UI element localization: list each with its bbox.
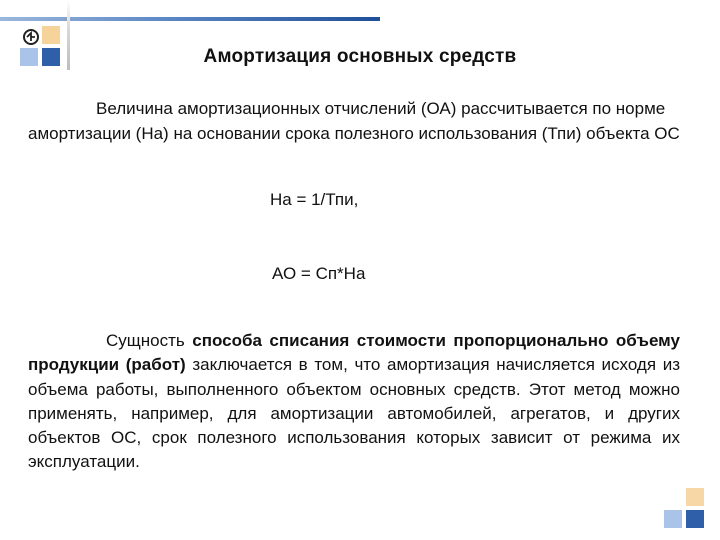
corner-squares-icon bbox=[664, 488, 712, 534]
logo-square bbox=[42, 26, 60, 44]
header-accent-line bbox=[0, 17, 380, 21]
slide-title: Амортизация основных средств bbox=[203, 46, 517, 67]
corner-square bbox=[686, 488, 704, 506]
intro-paragraph bbox=[28, 97, 698, 146]
method-lead: Сущность bbox=[106, 331, 193, 350]
intro-text: Величина амортизационных отчислений (ОА) рассчитывается по норме амортизации (На) на основании срока полезного использования (Тпи) объекта ОС bbox=[28, 99, 680, 143]
formula-norm: На = 1/Тпи, bbox=[270, 190, 359, 209]
method-bold-2: пропорционально объему продукции (работ) bbox=[28, 331, 680, 375]
method-bold-1: способа списания стоимости bbox=[192, 331, 446, 350]
method-rest: заключается в том, что амортизация начисляется исходя из объема работы, выполненного объектом основных средств. Этот метод можно применять, например, для амортизации автомобилей, агрегатов, и других объектов ОС, срок полезного использования которых зависит от режима их эксплуатации. bbox=[28, 355, 680, 472]
corner-square bbox=[664, 510, 682, 528]
method-paragraph bbox=[28, 329, 680, 475]
formula-amortization: АО = Сп*На bbox=[272, 264, 366, 283]
corner-square bbox=[686, 510, 704, 528]
logo-mark-icon bbox=[22, 28, 40, 46]
